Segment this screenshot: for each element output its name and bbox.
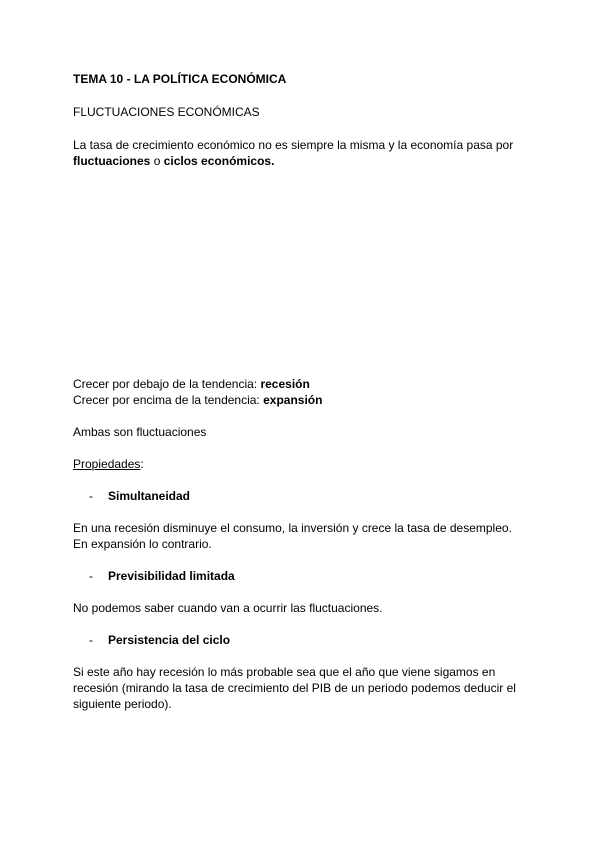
property-description-line: En expansión lo contrario. [73,537,212,551]
intro-line-1: La tasa de crecimiento económico no es siempre la misma y la economía pasa por [73,138,514,152]
term-ciclos: ciclos económicos. [163,154,275,168]
property-name: Simultaneidad [108,489,191,503]
properties-heading: Propiedades [73,457,141,471]
term-fluctuaciones: fluctuaciones [73,154,151,168]
property-description-line: En una recesión disminuye el consumo, la inversión y crece la tasa de desempleo. [73,521,512,535]
property-name: Previsibilidad limitada [108,569,235,583]
property-name: Persistencia del ciclo [108,633,231,647]
bullet-marker: - [89,633,93,647]
property-description-line: siguiente periodo). [73,697,172,711]
definition-expansion [73,392,322,408]
figure-placeholder [73,180,527,360]
property-description-line: No podemos saber cuando van a ocurrir las fluctuaciones. [73,601,383,615]
intro-line-2 [73,153,274,169]
document-title: TEMA 10 - LA POLÍTICA ECONÓMICA [73,72,287,86]
intro-connector: o [150,154,164,168]
definition-recesion [73,376,310,392]
section-heading: FLUCTUACIONES ECONÓMICAS [73,105,260,119]
definition-term: recesión [260,377,310,391]
definition-prefix: Crecer por debajo de la tendencia: [73,377,261,391]
properties-heading-line [73,456,144,472]
bullet-marker: - [89,569,93,583]
definition-term: expansión [263,393,323,407]
definition-prefix: Crecer por encima de la tendencia: [73,393,264,407]
properties-colon: : [140,457,144,471]
property-description-line: Si este año hay recesión lo más probable sea que el año que viene sigamos en [73,665,496,679]
bullet-marker: - [89,489,93,503]
property-description-line: recesión (mirando la tasa de crecimiento del PIB de un periodo podemos deducir el [73,681,516,695]
both-note: Ambas son fluctuaciones [73,425,207,439]
